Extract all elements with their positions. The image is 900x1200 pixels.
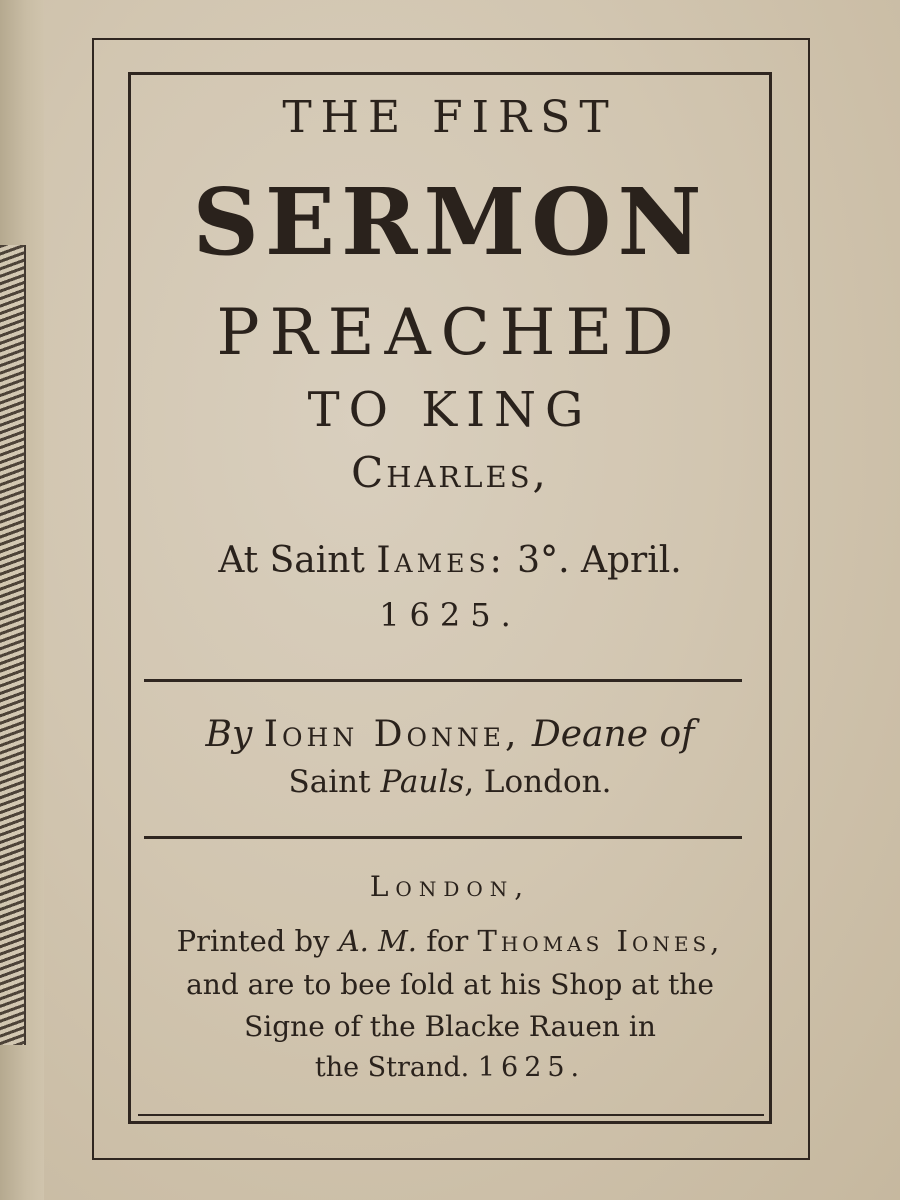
imprint-signe-line: Signe of the Blacke Rauen in <box>244 1010 656 1043</box>
divider-rule-2 <box>144 836 742 839</box>
author-by: By <box>205 714 264 755</box>
facing-page-engraving <box>0 245 26 1045</box>
author-affiliation <box>128 764 772 800</box>
imprint-sold-line: and are to bee ſold at his Shop at the <box>186 968 714 1001</box>
occasion-prefix: At Saint <box>218 540 377 581</box>
author-name: Iohn Donne, <box>263 714 521 755</box>
pauls-suffix: , London. <box>464 764 612 800</box>
printed-prefix: Printed by <box>176 924 339 958</box>
title-line-first: THE FIRST <box>282 92 618 143</box>
printed-for: for <box>416 924 478 958</box>
publisher-name: Thomas Iones, <box>477 924 724 958</box>
imprint-place: London, <box>369 870 531 903</box>
pauls-prefix: Saint <box>288 764 381 800</box>
title-line-sermon: SERMON <box>192 168 708 276</box>
divider-rule-1 <box>144 679 742 682</box>
strand-prefix: the Strand. <box>314 1052 478 1083</box>
title-line-to-king: TO KING <box>307 382 593 438</box>
strand-year: 1625. <box>477 1052 586 1083</box>
occasion-year: 1625. <box>379 596 521 634</box>
occasion-line <box>128 540 772 581</box>
title-line-preached: PREACHED <box>216 296 684 370</box>
occasion-place: Iames: <box>376 540 506 581</box>
pauls-name: Pauls <box>380 764 465 800</box>
title-line-charles: Charles, <box>351 448 549 497</box>
printer-initials: A. M. <box>338 924 417 958</box>
imprint-printer-line <box>128 924 772 958</box>
author-line <box>128 714 772 755</box>
imprint-strand-line <box>128 1052 772 1083</box>
author-title: Deane of <box>520 714 695 755</box>
divider-rule-bottom <box>138 1114 764 1116</box>
occasion-date: 3°. April. <box>505 540 682 581</box>
